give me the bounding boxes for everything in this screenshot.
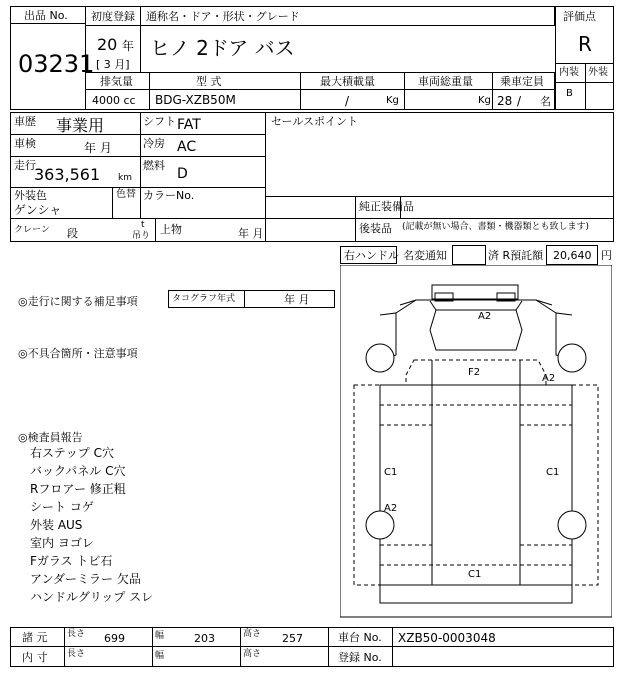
inspection-value: 年 月: [84, 141, 112, 155]
inspector-item: 外装 AUS: [30, 518, 83, 532]
first-reg-year: 20: [97, 35, 118, 54]
divider: [355, 196, 356, 242]
crane-ton: t: [141, 220, 145, 230]
inspector-item: Rフロアー 修正粗: [30, 482, 126, 496]
divider: [10, 646, 614, 647]
width-label: 幅: [155, 631, 165, 641]
divider: [265, 112, 266, 242]
divider: [152, 627, 153, 667]
registration-label: 登録 No.: [338, 651, 382, 664]
divider: [492, 72, 493, 110]
inner-height-label: 高さ: [243, 649, 262, 659]
shift-value: FAT: [177, 117, 201, 133]
mileage-value: 363,561: [34, 165, 101, 184]
divider: [112, 187, 113, 218]
chassis-value: XZB50-0003048: [398, 631, 496, 645]
divider: [300, 72, 301, 110]
crane-hook: 吊り: [132, 231, 151, 241]
capacity-unit: 名: [540, 95, 551, 108]
inner-length-label: 長さ: [67, 649, 86, 659]
history-label: 車歴: [14, 115, 36, 128]
divider: [392, 627, 393, 667]
capacity-separator: /: [517, 94, 522, 108]
inner-width-label: 幅: [155, 651, 165, 661]
displacement-value: 4000 cc: [92, 94, 136, 107]
rhd-label: 右ハンドル: [344, 249, 399, 262]
interior-grade: B: [566, 88, 573, 99]
divider: [140, 187, 141, 218]
kg-unit: Kg: [386, 95, 399, 106]
ac-label: 冷房: [143, 137, 165, 150]
name-change-box: [452, 245, 486, 265]
recycle-label: 済 R預託額: [488, 249, 544, 262]
ext-color-label: 外装色: [14, 189, 47, 202]
gross-weight-label: 車両総重量: [418, 75, 473, 88]
recycle-unit: 円: [601, 249, 612, 262]
fuel-value: D: [177, 166, 188, 182]
inspector-item: アンダーミラー 欠品: [30, 572, 141, 586]
damage-mark: C1: [468, 569, 482, 580]
max-load-value: /: [345, 94, 350, 108]
divider: [328, 627, 329, 667]
ext-color-value: ゲンシャ: [14, 203, 62, 217]
lot-number: 03231: [18, 50, 95, 78]
damage-mark: F2: [468, 367, 481, 378]
damage-mark: A2: [478, 311, 492, 322]
year-unit: 年: [122, 39, 135, 53]
length-value: 699: [104, 632, 125, 645]
inspector-item: 右ステップ C穴: [30, 446, 114, 460]
divider: [140, 25, 141, 73]
color-change-label: 色替: [116, 189, 136, 200]
inspector-item: 室内 ヨゴレ: [30, 536, 94, 550]
divider: [10, 134, 266, 135]
defects-label: ◎不具合箇所・注意事項: [18, 347, 138, 360]
recycle-amount: 20,640: [553, 249, 592, 262]
capacity-label: 乗車定員: [500, 75, 544, 88]
lot-label: 出品 No.: [24, 9, 68, 22]
sales-point-label: セールスポイント: [271, 115, 359, 128]
divider: [404, 72, 405, 110]
inspection-label: 車検: [14, 137, 36, 150]
divider: [10, 218, 614, 219]
shift-label: シフト: [143, 115, 176, 128]
tacho-date: 年 月: [284, 293, 310, 306]
model-label: 通称名・ドア・形状・グレード: [146, 10, 300, 23]
dims-label: 諸 元: [22, 631, 48, 644]
model-code-value: BDG-XZB50M: [155, 93, 236, 107]
fuel-label: 燃料: [143, 159, 165, 172]
tacho-label: タコグラフ年式: [172, 294, 236, 304]
height-value: 257: [282, 632, 303, 645]
inspector-item: ハンドルグリップ スレ: [30, 590, 154, 604]
first-reg-label: 初度登録: [91, 10, 135, 23]
displacement-label: 排気量: [100, 75, 133, 88]
interior-label: 内装: [559, 67, 579, 78]
inspector-item: シート コゲ: [30, 500, 94, 514]
inspector-item: Fガラス トビ石: [30, 554, 113, 568]
divider: [155, 218, 156, 242]
model-code-label: 型 式: [196, 75, 222, 88]
divider: [140, 112, 141, 188]
damage-mark: C1: [384, 467, 398, 478]
chassis-label: 車台 No.: [338, 631, 382, 644]
crane-stage: 段: [67, 227, 78, 240]
damage-mark: A2: [542, 373, 556, 384]
capacity-value: 28: [497, 94, 513, 108]
crane-label: クレーン: [14, 225, 50, 235]
exterior-label: 外装: [588, 67, 608, 78]
divider: [64, 627, 65, 667]
inspector-label: ◎検査員報告: [18, 431, 83, 444]
hoist-label: 上物: [160, 223, 182, 236]
damage-mark: A2: [384, 503, 398, 514]
max-load-label: 最大積載量: [320, 75, 375, 88]
kg-unit: Kg: [478, 95, 491, 106]
width-value: 203: [194, 632, 215, 645]
aftermarket-label: 後装品: [359, 222, 392, 235]
name-change-label: 名変通知: [403, 249, 447, 262]
inner-dims-label: 内 寸: [22, 651, 48, 664]
model-name: ヒノ 2ドア バス: [150, 36, 295, 60]
hoist-date: 年 月: [238, 227, 264, 240]
damage-mark: C1: [546, 467, 560, 478]
divider: [10, 156, 266, 157]
first-reg-month: [ 3 月]: [96, 58, 130, 71]
divider: [266, 196, 614, 197]
divider: [244, 290, 245, 308]
driving-notes-label: ◎走行に関する補足事項: [18, 295, 138, 308]
inspector-item: バックパネル C穴: [30, 464, 126, 478]
grade-label: 評価点: [563, 10, 596, 23]
color-code-label: カラーNo.: [143, 189, 195, 202]
mileage-unit: km: [118, 173, 132, 183]
divider: [10, 187, 266, 188]
history-value: 事業用: [56, 116, 105, 135]
mileage-label: 走行: [14, 159, 36, 172]
ac-value: AC: [177, 139, 197, 155]
grade-value: R: [578, 32, 592, 56]
length-label: 長さ: [67, 629, 86, 639]
divider: [149, 72, 150, 110]
height-label: 高さ: [243, 629, 262, 639]
bus-damage-diagram: [340, 265, 612, 673]
footer-frame: [10, 627, 614, 667]
aftermarket-note: (記載が無い場合、書類・機器類とも致します): [402, 222, 590, 232]
factory-options-label: 純正装備品: [359, 200, 414, 213]
divider: [240, 627, 241, 667]
